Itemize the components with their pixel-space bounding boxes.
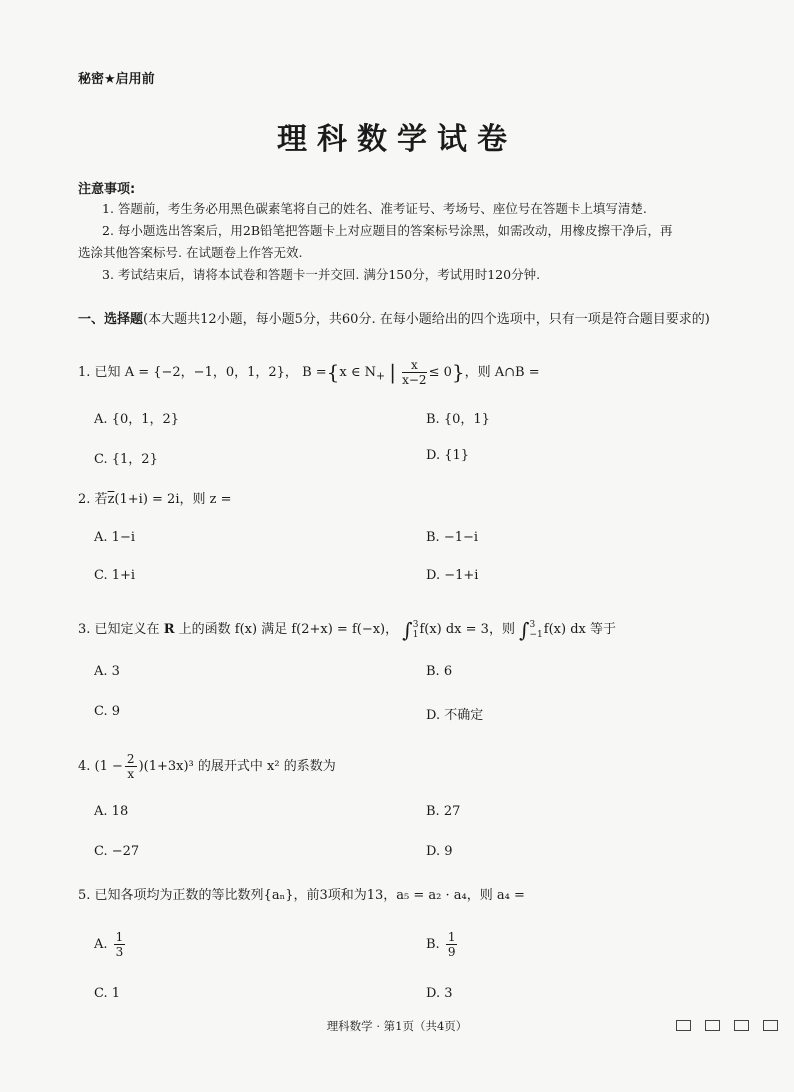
q3-option-b[interactable]: B. 6 [426, 664, 453, 679]
question-4: 4. (1 − $\frac{2}{x}$ )(1+3x)³ 的展开式中 x² 的系数为 [78, 752, 336, 781]
section-header [78, 308, 748, 327]
question-3: 3. 已知定义在 R 上的函数 f(x) 满足 f(2+x) = f(−x)， ∫ 3 1 f(x) dx = 3，则 ∫ 3 −1 f(x) dx 等于 [78, 618, 617, 642]
q4-option-a[interactable]: A. 18 [94, 804, 129, 819]
section-desc: (本大题共12小题，每小题5分，共60分. 在每小题给出的四个选项中，只有一项是符合题目要求的) [143, 312, 710, 327]
corner-boxes [676, 1016, 792, 1035]
q3-option-d[interactable]: D. 不确定 [426, 708, 484, 723]
page-title: 理科数学试卷 [277, 122, 517, 157]
q4-option-c[interactable]: C. −27 [94, 844, 140, 859]
note-item-3: 3. 考试结束后，请将本试卷和答题卡一并交回. 满分150分，考试用时120分钟. [102, 267, 541, 282]
q5-option-c[interactable]: C. 1 [94, 986, 121, 1001]
page-footer: 理科数学 · 第1页（共4页） [326, 1019, 468, 1033]
q1-option-d[interactable]: D. {1} [426, 448, 470, 463]
q1-option-a[interactable]: A. {0，1，2} [94, 412, 180, 427]
note-item-1: 1. 答题前，考生务必用黑色碳素笔将自己的姓名、准考证号、考场号、座位号在答题卡上填写清楚. [102, 201, 647, 216]
integral-sign: ∫ [402, 618, 413, 642]
q1-option-c[interactable]: C. {1，2} [94, 452, 158, 467]
q4-option-d[interactable]: D. 9 [426, 844, 453, 859]
question-5: 5. 已知各项均为正数的等比数列{aₙ}，前3项和为13，a₅ = a₂ · a₄，则 a₄ = [78, 888, 525, 903]
q1-option-b[interactable]: B. {0，1} [426, 412, 490, 427]
q2-option-b[interactable]: B. −1−i [426, 530, 479, 545]
q4-option-b[interactable]: B. 27 [426, 804, 461, 819]
q2-option-c[interactable]: C. 1+i [94, 568, 136, 583]
q3-option-a[interactable]: A. 3 [94, 664, 120, 679]
question-1: 1. 已知 A = {−2，−1，0，1，2}， B ={x ∈ $N_+$ | $\frac{x}{x-2}$ ≤ 0}，则 A∩B = [78, 358, 540, 387]
q2-option-a[interactable]: A. 1−i [94, 530, 135, 545]
integral-sign: ∫ [519, 618, 530, 642]
notes-title: 注意事项: [78, 182, 136, 197]
note-item-2-cont: 选涂其他答案标号. 在试题卷上作答无效. [78, 245, 303, 260]
note-item-2: 2. 每小题选出答案后，用2B铅笔把答题卡上对应题目的答案标号涂黑，如需改动，用橡皮擦干净后，再 [102, 223, 673, 238]
fraction: $\frac{x}{x-2}$ [402, 358, 427, 387]
fraction: $\frac{2}{x}$ [126, 752, 135, 781]
question-2: 2. 若$\overline{z}(1+i) = 2i$，则 z = [78, 492, 232, 507]
q2-option-d[interactable]: D. −1+i [426, 568, 479, 583]
q5-option-b[interactable]: B. $\frac{1}{9}$ [426, 930, 456, 959]
confidential-label: 秘密★启用前 [78, 72, 155, 87]
section-label: 一、选择题 [78, 312, 144, 327]
q5-option-d[interactable]: D. 3 [426, 986, 453, 1001]
q5-option-a[interactable]: A. $\frac{1}{3}$ [94, 930, 124, 959]
q3-option-c[interactable]: C. 9 [94, 704, 121, 719]
